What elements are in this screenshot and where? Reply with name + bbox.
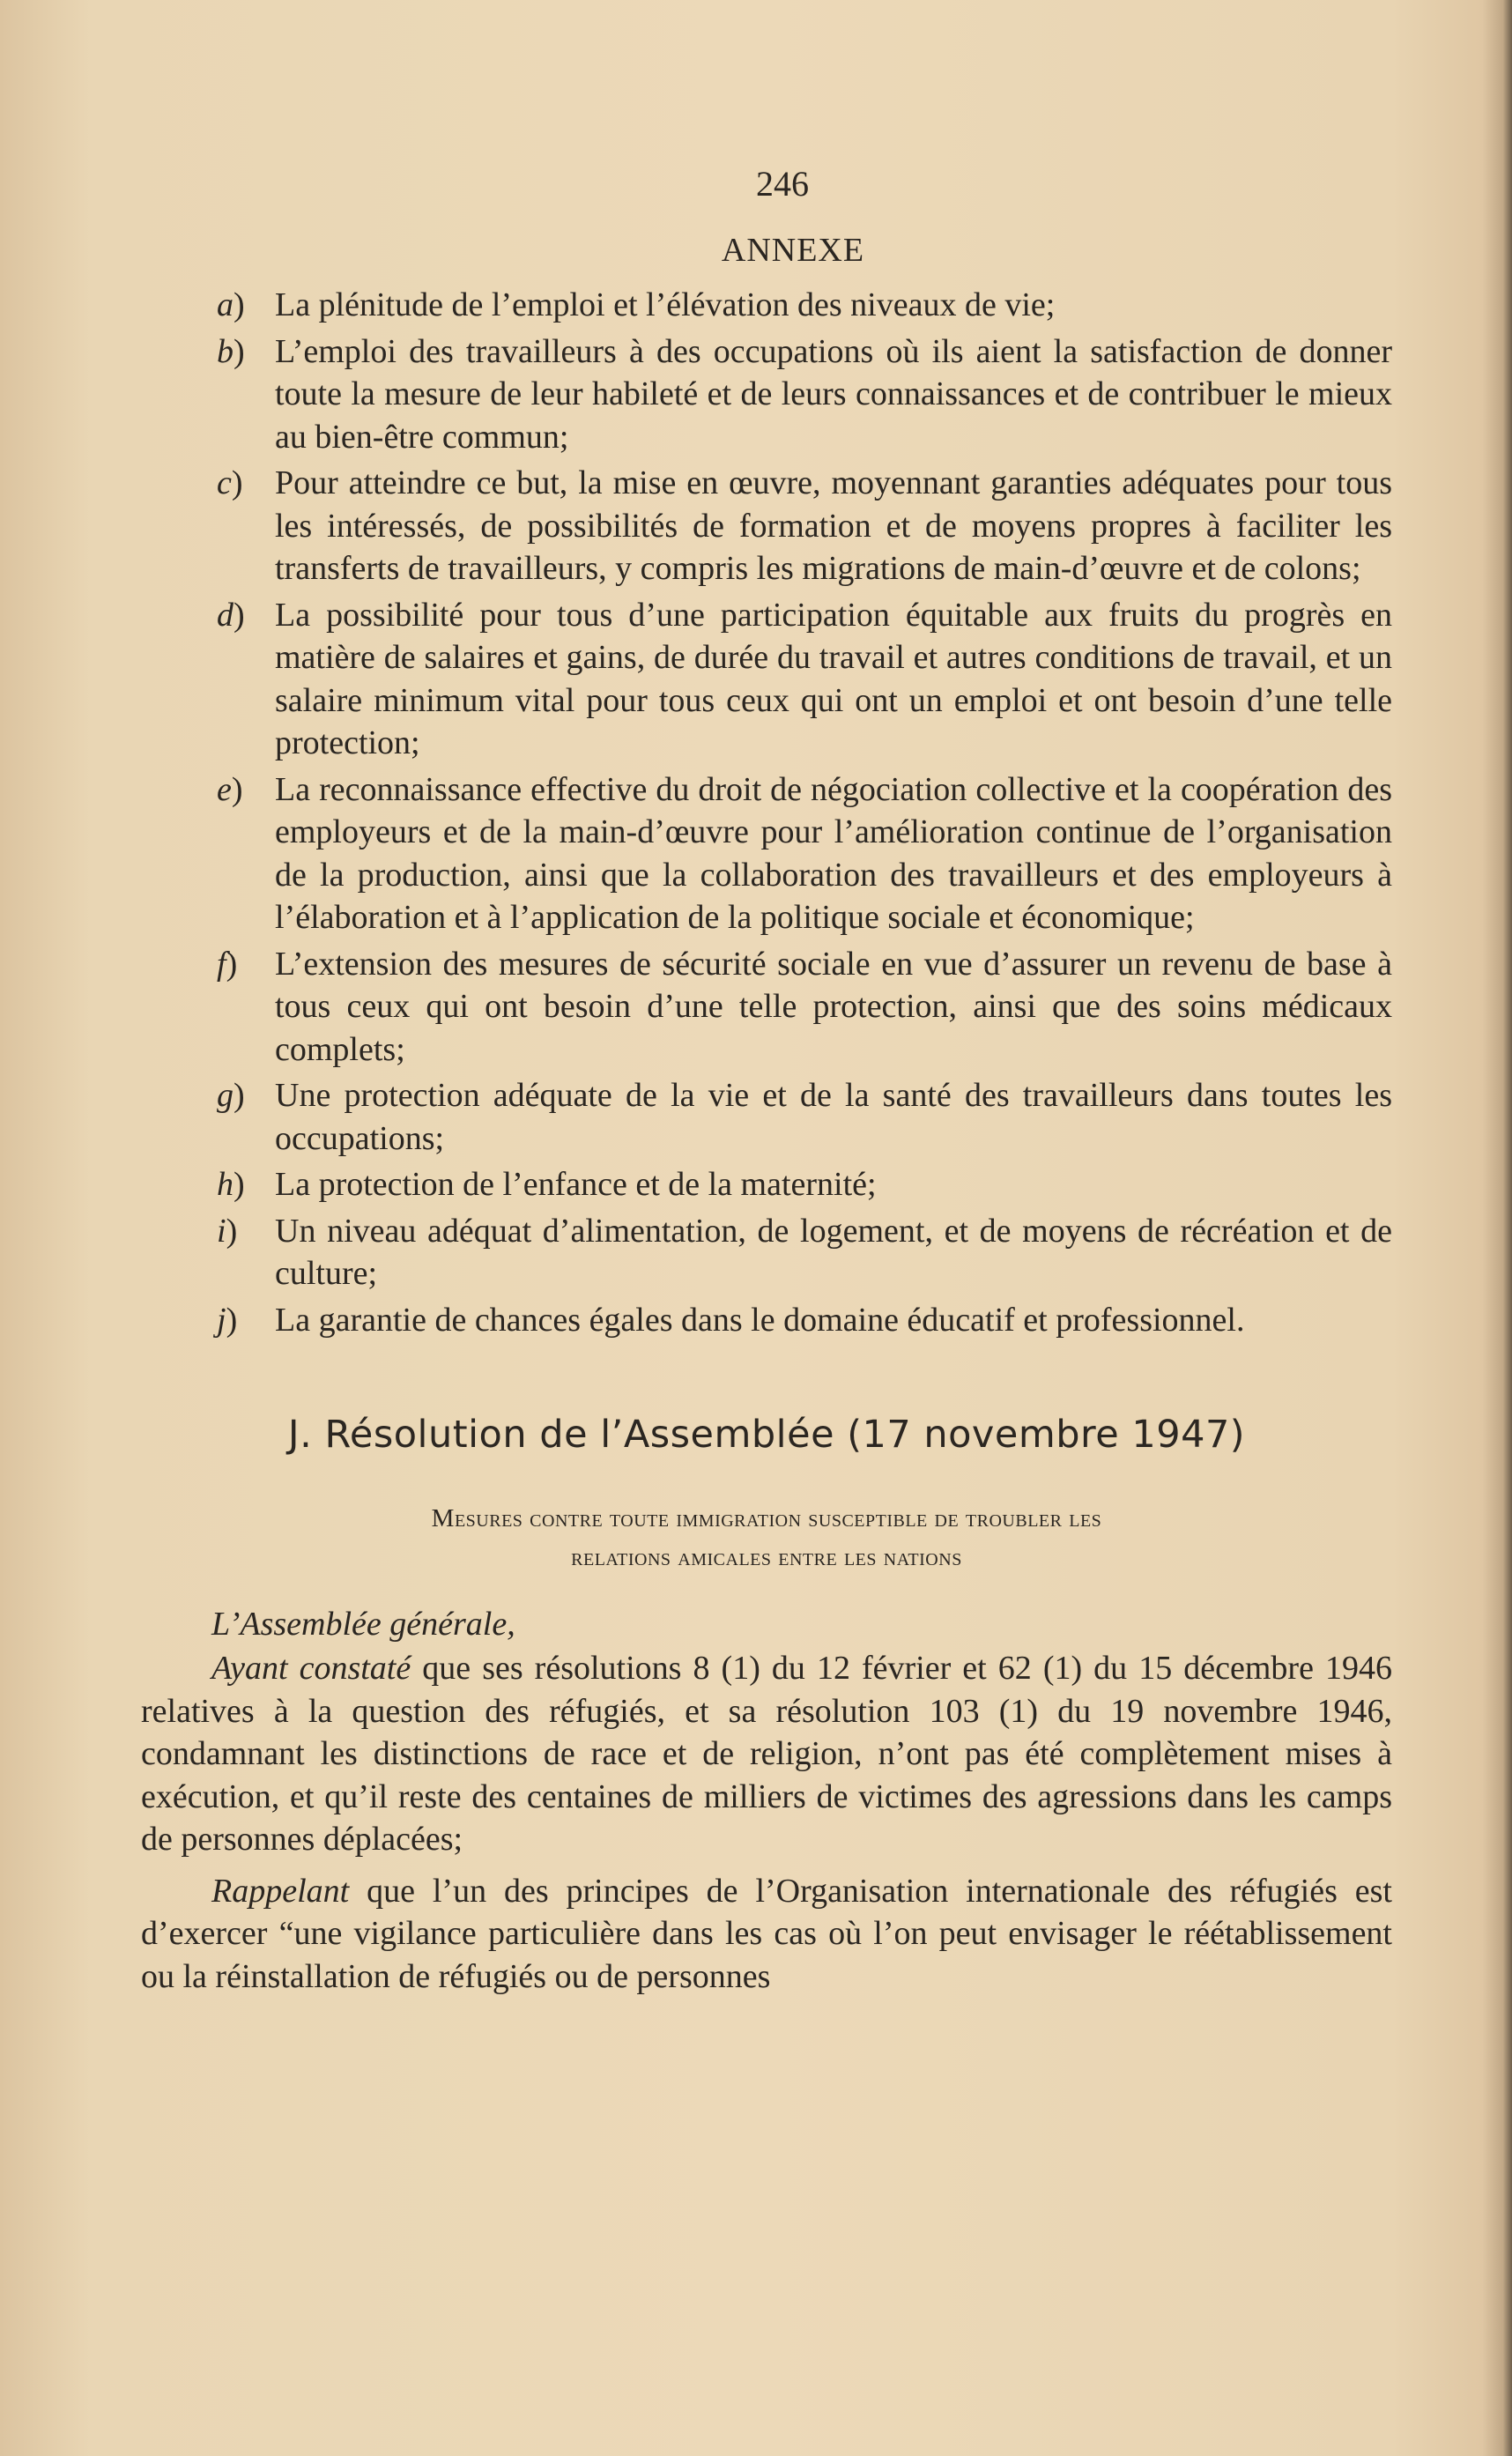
list-item (141, 462, 1392, 590)
list-item (141, 1210, 1392, 1295)
item-text: Un niveau adéquat d’alimentation, de logement, et de moyens de récréation et de culture; (275, 1212, 1392, 1292)
annex-title: ANNEXE (721, 231, 865, 269)
item-marker: h) (217, 1166, 245, 1203)
item-text: La reconnaissance effective du droit de négociation collective et la coopération des employeurs et de la main-d’œuvre pour l’amélioration continue de l’organisation de la production, ainsi que la collaboration des travailleurs et des employeurs à l’élaboration et à l’application de la politique sociale et économique; (275, 770, 1392, 936)
item-text: La protection de l’enfance et de la maternité; (275, 1166, 877, 1203)
list-item (141, 768, 1392, 939)
item-text: Une protection adéquate de la vie et de la santé des travailleurs dans toutes les occupations; (275, 1077, 1392, 1157)
list-item (141, 594, 1392, 765)
item-marker: i) (217, 1212, 238, 1250)
resolution-author: L’Assemblée générale, (211, 1605, 515, 1643)
item-marker: f) (217, 945, 238, 983)
paragraph-lead: Ayant constaté (211, 1650, 411, 1687)
page-number: 246 (756, 164, 809, 204)
item-text: Pour atteindre ce but, la mise en œuvre, moyennant garanties adéquates pour tous les intéressés, de possibilités de formation et de moyens propres à faciliter les transferts de travailleurs, y compris les migrations de main-d’œuvre et de colons; (275, 464, 1392, 587)
item-marker: g) (217, 1077, 245, 1114)
item-marker: e) (217, 770, 243, 808)
list-item (141, 330, 1392, 459)
list-item (141, 943, 1392, 1072)
item-text: La plénitude de l’emploi et l’élévation des niveaux de vie; (275, 286, 1056, 323)
item-marker: d) (217, 596, 245, 634)
item-marker: c) (217, 464, 243, 501)
list-item (141, 1074, 1392, 1160)
item-marker: b) (217, 332, 245, 370)
item-text: L’emploi des travailleurs à des occupations où ils aient la satisfaction de donner toute la mesure de leur habileté et de leurs connaissances et de contribuer le mieux au bien-être commun; (275, 332, 1392, 456)
item-marker: a) (217, 286, 245, 323)
paragraph-text: que l’un des principes de l’Organisation internationale des réfugiés est d’exercer “une vigilance particulière dans les cas où l’on peut envisager le réétablissement ou la réinstallation de réfugiés ou de personnes (141, 1872, 1392, 1995)
item-text: La possibilité pour tous d’une participation équitable aux fruits du progrès en matière de salaires et gains, de durée du travail et autres conditions de travail, et un salaire minimum vital pour tous ceux qui ont un emploi et ont besoin d’une telle protection; (275, 596, 1392, 761)
sub-heading (141, 1499, 1392, 1577)
item-marker: j) (217, 1301, 238, 1339)
paragraph-lead: Rappelant (211, 1872, 350, 1910)
paragraph-rappelant (141, 1870, 1392, 1999)
sub-heading-line-2: relations amicales entre les nations (571, 1542, 962, 1571)
paragraph-ayant-constate (141, 1647, 1392, 1861)
annex-item-list (141, 284, 1392, 1341)
item-text: L’extension des mesures de sécurité sociale en vue d’assurer un revenu de base à tous ceux qui ont besoin d’une telle protection, ainsi que des soins médicaux complets; (275, 945, 1392, 1068)
list-item (141, 284, 1392, 327)
sub-heading-line-1: Mesures contre toute immigration susceptible de troubler les (431, 1503, 1102, 1532)
paragraph-text: que ses résolutions 8 (1) du 12 février et 62 (1) du 15 décembre 1946 relatives à la question des réfugiés, et sa résolution 103 (1) du 19 novembre 1946, condamnant les distinctions de race et de religion, n’ont pas été complètement mises à exécution, et qu’il reste des centaines de milliers de victimes des agressions dans les camps de personnes déplacées; (141, 1650, 1392, 1858)
page-content (141, 163, 1392, 2007)
item-text: La garantie de chances égales dans le domaine éducatif et professionnel. (275, 1301, 1245, 1339)
section-title: J. Résolution de l’Assemblée (17 novembre 1947) (287, 1413, 1246, 1457)
list-item (141, 1299, 1392, 1342)
list-item (141, 1163, 1392, 1206)
